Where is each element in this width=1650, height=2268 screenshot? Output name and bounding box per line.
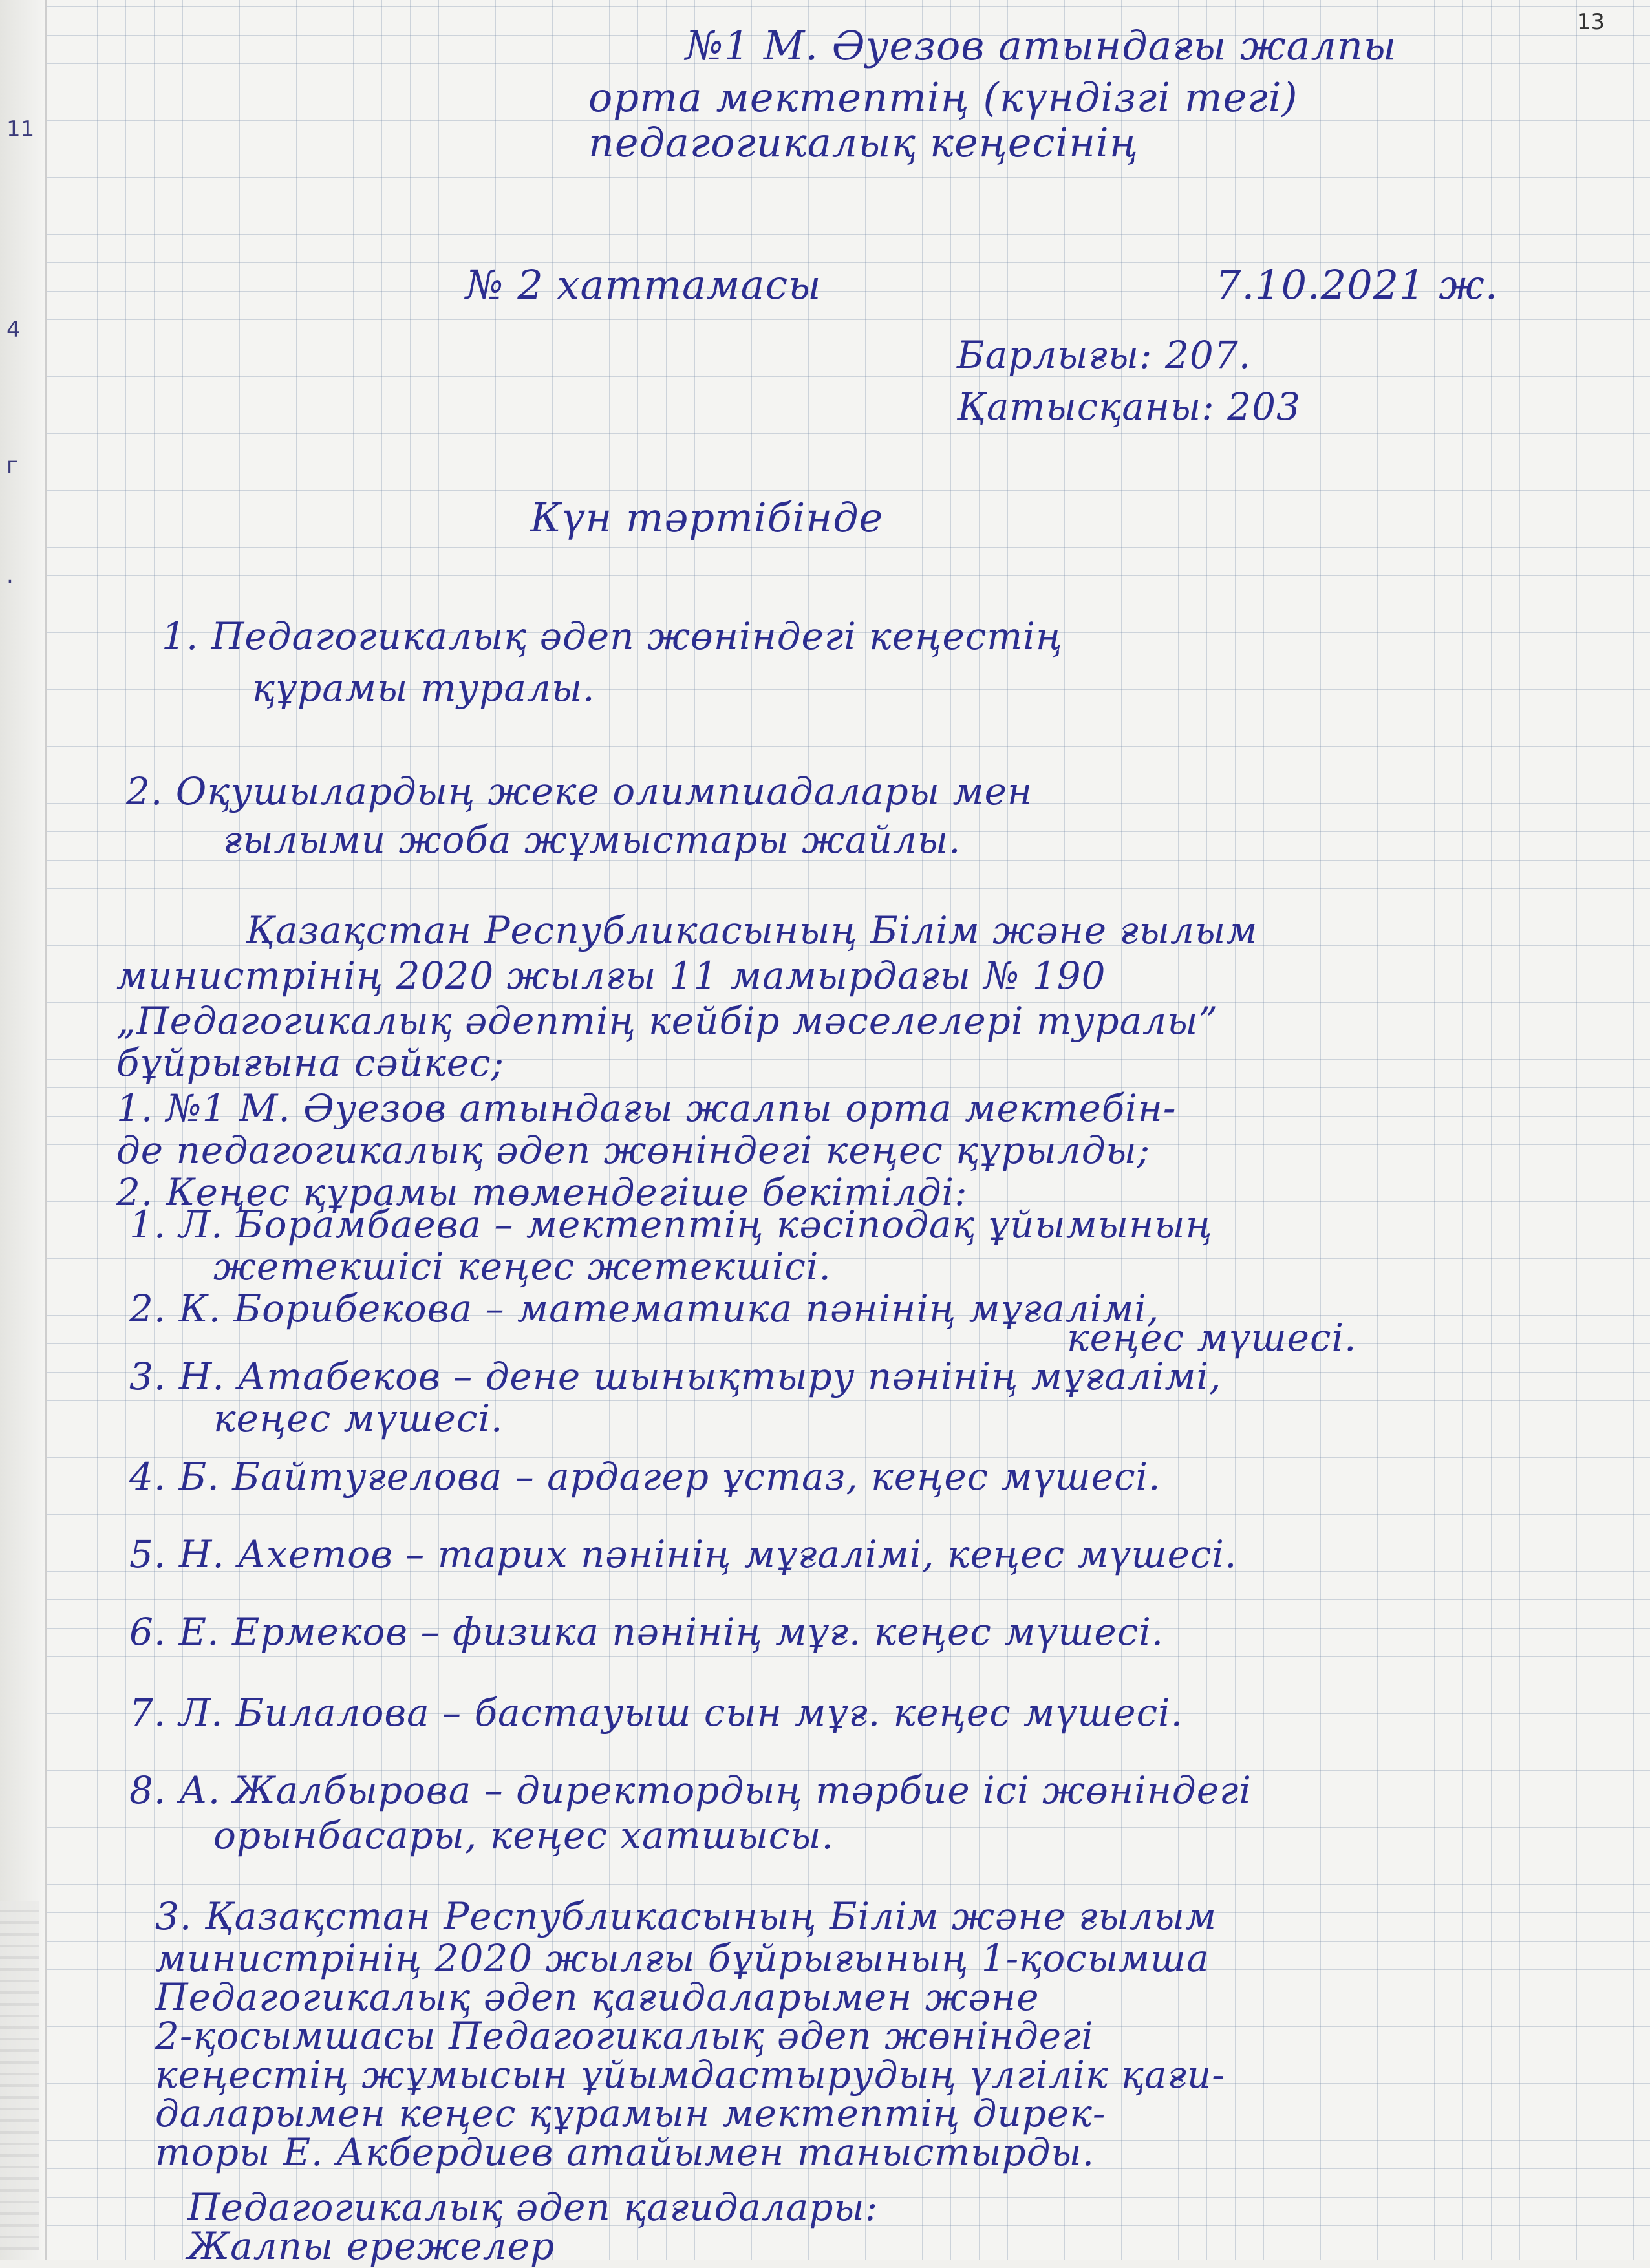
agenda-title: Күн тәртібінде — [530, 494, 884, 541]
item3-line: Педагогикалық әдеп қағидаларымен және — [155, 1975, 1040, 2019]
member-line: 5. Н. Ахетов – тарих пәнінің мұғалімі, кеңес мүшесі. — [129, 1532, 1238, 1576]
item3-line: 3. Қазақстан Республикасының Білім және ғылым — [155, 1894, 1217, 1938]
header-line-3: педагогикалық кеңесінің — [588, 119, 1139, 166]
member-line: кеңес мүшесі. — [213, 1396, 504, 1440]
agenda-item-1-line-2: құрамы туралы. — [252, 666, 595, 710]
body-paragraph-line: бұйрығына сәйкес; — [116, 1041, 505, 1085]
protocol-number: № 2 хаттамасы — [466, 261, 822, 308]
member-line: 4. Б. Байтуғелова – ардагер ұстаз, кеңес мүшесі. — [129, 1455, 1161, 1499]
margin-mark: г — [6, 453, 18, 478]
margin-mark: . — [6, 562, 14, 588]
header-line-2: орта мектептің (күндізгі тегі) — [588, 74, 1298, 121]
body-paragraph-line: „Педагогикалық әдептің кейбір мәселелері туралы” — [116, 999, 1218, 1043]
agenda-item-1-line-1: 1. Педагогикалық әдеп жөніндегі кеңестің — [162, 614, 1064, 658]
agenda-item-2-line-1: 2. Оқушылардың жеке олимпиадалары мен — [126, 769, 1033, 813]
agenda-item-2-line-2: ғылыми жоба жұмыстары жайлы. — [223, 818, 961, 862]
body-paragraph-line: Қазақстан Республикасының Білім және ғылым — [246, 908, 1258, 952]
item3-line: кеңестің жұмысын ұйымдастырудың үлгілік қағи- — [155, 2053, 1225, 2097]
item3-line: министрінің 2020 жылғы бұйрығының 1-қосымша — [155, 1936, 1210, 1980]
protocol-date: 7.10.2021 ж. — [1216, 261, 1499, 308]
margin-mark: 4 — [6, 317, 21, 343]
body-paragraph-line: де педагогикалық әдеп жөніндегі кеңес құрылды; — [116, 1128, 1151, 1172]
footer-line: Жалпы ережелер — [188, 2224, 555, 2268]
member-line: 3. Н. Атабеков – дене шынықтыру пәнінің мұғалімі, — [129, 1354, 1222, 1398]
attendance-total: Барлығы: 207. — [957, 333, 1252, 377]
body-paragraph-line: 2. Кеңес құрамы төмендегіше бекітілді: — [116, 1170, 968, 1214]
body-paragraph-line: министрінің 2020 жылғы 11 мамырдағы № 190 — [116, 954, 1106, 998]
page-number: 13 — [1576, 9, 1605, 35]
header-line-1: №1 М. Әуезов атындағы жалпы — [685, 22, 1397, 69]
item3-line: даларымен кеңес құрамын мектептің дирек- — [155, 2091, 1106, 2135]
member-line: кеңес мүшесі. — [1067, 1316, 1357, 1360]
item3-line: 2-қосымшасы Педагогикалық әдеп жөніндегі — [155, 2014, 1094, 2058]
body-paragraph-line: 1. №1 М. Әуезов атындағы жалпы орта мектебін- — [116, 1086, 1177, 1130]
footer-line: Педагогикалық әдеп қағидалары: — [188, 2185, 879, 2229]
margin-mark: 11 — [6, 116, 35, 142]
member-line: 6. Е. Ермеков – физика пәнінің мұғ. кеңес мүшесі. — [129, 1610, 1164, 1654]
binding-edge — [0, 1901, 39, 2250]
member-line: жетекшісі кеңес жетекшісі. — [213, 1245, 831, 1289]
member-line: 1. Л. Борамбаева – мектептің кәсіподақ ұйымының — [129, 1203, 1213, 1246]
member-line: 8. А. Жалбырова – директордың тәрбие ісі жөніндегі — [129, 1768, 1252, 1812]
member-line: орынбасары, кеңес хатшысы. — [213, 1813, 834, 1857]
item3-line: торы Е. Акбердиев атайымен таныстырды. — [155, 2130, 1095, 2174]
member-line: 7. Л. Билалова – бастауыш сын мұғ. кеңес мүшесі. — [129, 1691, 1184, 1735]
member-line: 2. К. Борибекова – математика пәнінің мұғалімі, — [129, 1287, 1160, 1331]
attendance-present: Қатысқаны: 203 — [957, 385, 1301, 429]
